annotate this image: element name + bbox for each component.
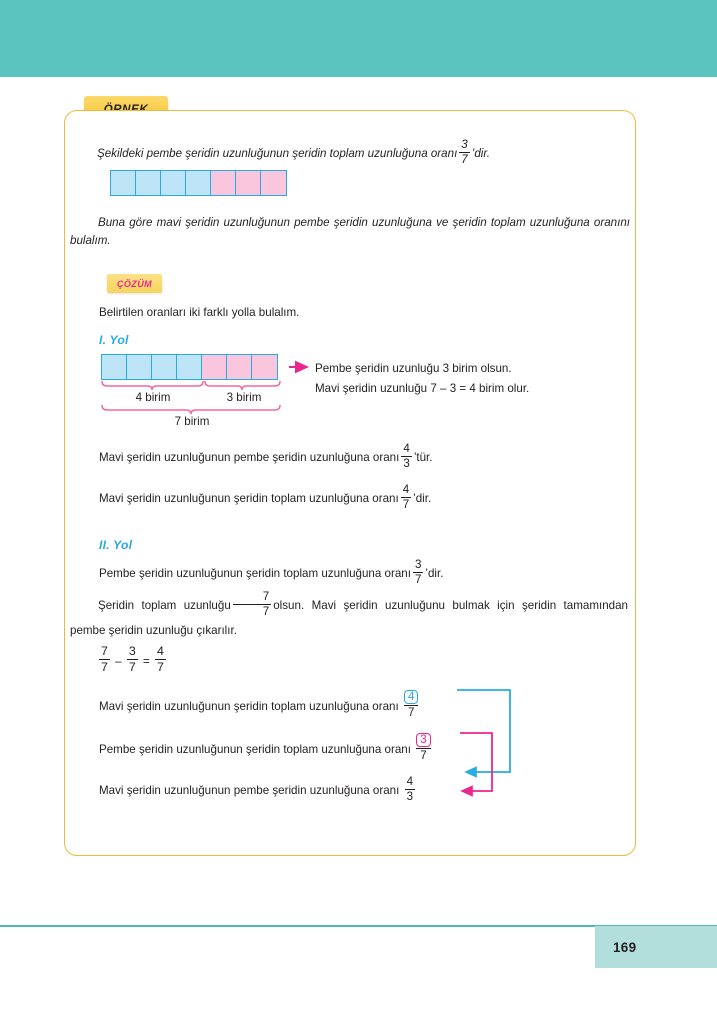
fraction-numerator: 7	[262, 589, 270, 603]
intro-paragraph-2: Buna göre mavi şeridin uzunluğunun pembe şeridin uzunluğuna ve şeridin toplam uzunluğuna oranını bulalım.	[70, 216, 630, 247]
yol2-statement-1-fraction	[413, 559, 423, 587]
strip-diagram-yol1	[101, 354, 278, 380]
yol2-result-3	[99, 774, 519, 805]
yol1-statement-2-text: Mavi şeridin uzunluğunun şeridin toplam uzunluğuna oranı	[99, 492, 399, 506]
yol1-note-2: Mavi şeridin uzunluğu 7 – 3 = 4 birim olur.	[315, 382, 530, 395]
intro-fraction-denominator: 7	[461, 153, 468, 167]
yol1-statement-1	[99, 441, 539, 472]
intro-fraction-numerator: 3	[461, 137, 468, 151]
strip-cell	[161, 171, 186, 195]
equation-fraction-2	[127, 645, 138, 674]
yol2-equation	[97, 643, 277, 675]
yol1-statement-2-suffix: ’dir.	[413, 492, 432, 506]
solution-intro-text: Belirtilen oranları iki farklı yolla bulalım.	[99, 306, 300, 319]
brace-label-right: 3 birim	[226, 391, 262, 404]
section-title-yol-1: I. Yol	[99, 333, 129, 347]
yol2-statement-1-text: Pembe şeridin uzunluğunun şeridin toplam uzunluğuna oranı	[99, 567, 411, 581]
yol2-paragraph-text-b: olsun. Mavi şeridin uzunluğunu bulmak için şeridin tamamından pembe şeridin uzunluğu çıkarılır.	[70, 599, 628, 637]
fraction-denominator: 7	[101, 660, 108, 675]
yol2-paragraph	[70, 589, 628, 642]
yol2-paragraph-fraction	[233, 591, 271, 619]
yol1-statement-2-fraction	[401, 484, 411, 512]
yol1-statement-1-fraction	[401, 443, 411, 471]
yol2-statement-1	[99, 557, 539, 588]
fraction-numerator: 4	[156, 643, 164, 658]
yol2-result-2	[99, 734, 519, 764]
page-number-block	[595, 926, 717, 968]
cozum-badge-label: ÇÖZÜM	[117, 278, 152, 289]
strip-cell	[211, 171, 236, 195]
equation-operator-2: =	[142, 655, 150, 669]
brace-label-left: 4 birim	[135, 391, 171, 404]
strip-cell	[102, 355, 127, 379]
strip-cell	[136, 171, 161, 195]
fraction-numerator: 4	[403, 441, 410, 455]
yol2-statement-1-suffix: ’dir.	[425, 567, 444, 581]
strip-cell	[111, 171, 136, 195]
fraction-denominator: 3	[403, 457, 410, 471]
strip-cell	[227, 355, 252, 379]
yol2-result-1-text: Mavi şeridin uzunluğunun şeridin toplam uzunluğuna oranı	[99, 700, 399, 714]
yol2-result-2-text: Pembe şeridin uzunluğunun şeridin toplam uzunluğuna oranı	[99, 743, 411, 757]
fraction-numerator: 4	[406, 774, 414, 788]
yol2-result-2-fraction	[416, 733, 430, 763]
yol1-note-1: Pembe şeridin uzunluğu 3 birim olsun.	[315, 362, 512, 375]
equation-fraction-3	[155, 645, 166, 674]
fraction-denominator: 7	[262, 605, 270, 619]
fraction-numerator: 3	[128, 643, 136, 658]
page-number: 169	[613, 939, 637, 955]
yol2-paragraph-text-a: Şeridin toplam uzunluğu	[98, 599, 231, 613]
header-band	[0, 0, 717, 77]
intro-fraction	[459, 139, 469, 167]
yol1-statement-1-text: Mavi şeridin uzunluğunun pembe şeridin uzunluğuna oranı	[99, 451, 400, 465]
fraction-denominator: 3	[406, 790, 414, 804]
intro-line-1	[97, 137, 557, 168]
strip-cell	[202, 355, 227, 379]
brace-label-total: 7 birim	[174, 415, 210, 428]
fraction-denominator: 7	[414, 573, 422, 587]
yol2-result-1	[99, 691, 519, 721]
fraction-numerator: 7	[101, 643, 108, 658]
strip-diagram-intro	[110, 170, 287, 196]
equation-operator-1: –	[115, 655, 122, 669]
section-title-yol-2: II. Yol	[99, 538, 133, 552]
strip-cell	[186, 171, 211, 195]
equation-fraction-1	[99, 645, 110, 674]
fraction-numerator: 3	[414, 557, 422, 571]
fraction-denominator: 7	[420, 749, 427, 763]
fraction-numerator: 4	[402, 482, 410, 496]
yol2-result-3-fraction	[405, 776, 415, 804]
strip-cell	[252, 355, 277, 379]
strip-cell	[127, 355, 152, 379]
fraction-numerator-boxed: 3	[416, 733, 430, 747]
fraction-denominator: 7	[402, 498, 410, 512]
yol2-result-1-fraction	[404, 690, 418, 720]
strip-cell	[236, 171, 261, 195]
strip-cell	[261, 171, 286, 195]
yol1-statement-1-suffix: ’tür.	[413, 451, 433, 465]
fraction-numerator-boxed: 4	[404, 690, 418, 704]
yol2-result-3-text: Mavi şeridin uzunluğunun pembe şeridin uzunluğuna oranı	[99, 784, 400, 798]
fraction-denominator: 7	[407, 706, 415, 720]
intro-line-1-text: Şekildeki pembe şeridin uzunluğunun şeridin toplam uzunluğuna oranı	[97, 147, 458, 161]
cozum-badge	[107, 274, 162, 293]
yol1-statement-2	[99, 482, 539, 513]
strip-cell	[177, 355, 202, 379]
strip-cell	[152, 355, 177, 379]
intro-line-1-suffix: ’dir.	[471, 147, 491, 161]
fraction-denominator: 7	[128, 660, 136, 675]
fraction-denominator: 7	[156, 660, 164, 675]
